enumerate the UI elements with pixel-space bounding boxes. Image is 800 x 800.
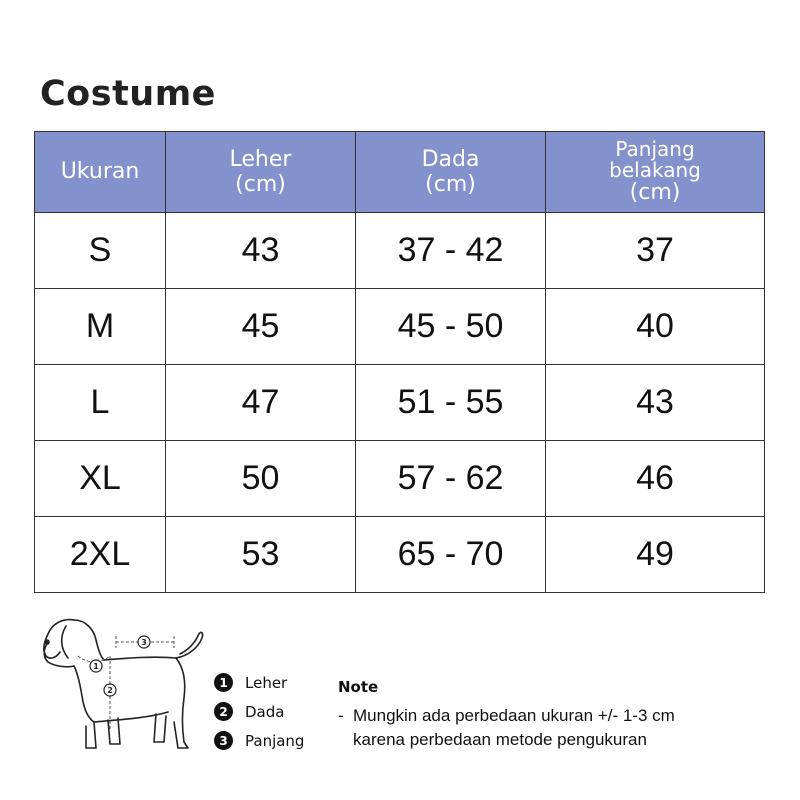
dada-cell: 45 - 50 bbox=[356, 289, 546, 365]
table-row bbox=[35, 517, 765, 593]
header-dada bbox=[356, 132, 546, 213]
header-panjang-belakang bbox=[546, 132, 765, 213]
header-unit: (cm) bbox=[629, 180, 681, 206]
table-row bbox=[35, 365, 765, 441]
legend-item bbox=[214, 668, 304, 697]
header-label: Leher bbox=[229, 146, 292, 172]
bullet-dash: - bbox=[338, 706, 344, 725]
number-badge: 1 bbox=[214, 673, 233, 692]
table-row bbox=[35, 289, 765, 365]
legend-label: Dada bbox=[245, 702, 285, 721]
legend-item bbox=[214, 726, 304, 755]
table-header-row bbox=[35, 132, 765, 213]
leher-cell: 53 bbox=[166, 517, 356, 593]
header-unit: (cm) bbox=[425, 172, 476, 197]
header-unit: (cm) bbox=[235, 172, 286, 197]
page-title: Costume bbox=[40, 74, 216, 114]
size-cell: L bbox=[35, 365, 166, 441]
header-label: Ukuran bbox=[60, 159, 140, 185]
size-table bbox=[34, 131, 765, 593]
leher-cell: 45 bbox=[166, 289, 356, 365]
table-row bbox=[35, 213, 765, 289]
panjang-cell: 37 bbox=[546, 213, 765, 289]
svg-text:2: 2 bbox=[107, 686, 113, 695]
note-section bbox=[338, 678, 675, 752]
dada-cell: 57 - 62 bbox=[356, 441, 546, 517]
panjang-cell: 40 bbox=[546, 289, 765, 365]
dog-measurement-icon bbox=[38, 612, 210, 762]
note-title: Note bbox=[338, 678, 379, 696]
header-ukuran bbox=[35, 132, 166, 213]
table-row bbox=[35, 441, 765, 517]
panjang-cell: 43 bbox=[546, 365, 765, 441]
size-cell: 2XL bbox=[35, 517, 166, 593]
header-label: Panjang belakang bbox=[609, 137, 701, 183]
panjang-cell: 46 bbox=[546, 441, 765, 517]
size-cell: S bbox=[35, 213, 166, 289]
note-line bbox=[338, 728, 675, 752]
dada-cell: 65 - 70 bbox=[356, 517, 546, 593]
panjang-cell: 49 bbox=[546, 517, 765, 593]
legend-item bbox=[214, 697, 304, 726]
legend-label: Leher bbox=[245, 673, 288, 692]
dada-cell: 51 - 55 bbox=[356, 365, 546, 441]
leher-cell: 47 bbox=[166, 365, 356, 441]
note-line bbox=[338, 704, 675, 728]
number-badge: 2 bbox=[214, 702, 233, 721]
note-text: Mungkin ada perbedaan ukuran +/- 1-3 cm bbox=[353, 706, 675, 725]
size-cell: XL bbox=[35, 441, 166, 517]
leher-cell: 50 bbox=[166, 441, 356, 517]
measurement-legend bbox=[214, 668, 304, 755]
legend-label: Panjang bbox=[245, 731, 305, 750]
header-label: Dada bbox=[421, 146, 480, 172]
dada-cell: 37 - 42 bbox=[356, 213, 546, 289]
number-badge: 3 bbox=[214, 731, 233, 750]
svg-text:3: 3 bbox=[141, 638, 147, 647]
note-text: karena perbedaan metode pengukuran bbox=[353, 730, 647, 749]
size-cell: M bbox=[35, 289, 166, 365]
header-leher bbox=[166, 132, 356, 213]
svg-text:1: 1 bbox=[93, 662, 99, 671]
leher-cell: 43 bbox=[166, 213, 356, 289]
